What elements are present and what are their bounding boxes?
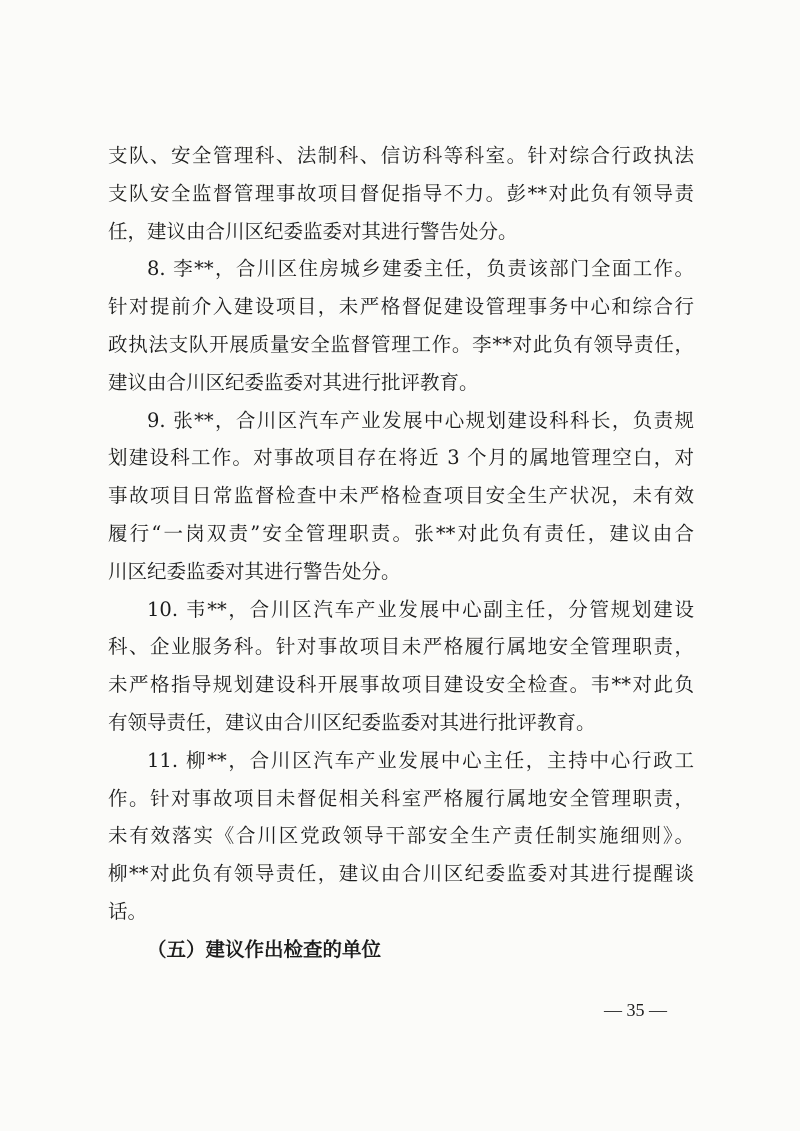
paragraph-item-9	[108, 402, 694, 591]
text-line: 建议由合川区纪委监委对其进行批评教育。	[108, 370, 479, 394]
paragraph-item-8	[108, 250, 694, 401]
text-line: 政执法支队开展质量安全监督管理工作。李**对此负有领导责任，	[108, 332, 694, 356]
text-line: 事故项目日常监督检查中未严格检查项目安全生产状况，未有效	[108, 484, 694, 508]
text-line: 任，建议由合川区纪委监委对其进行警告处分。	[108, 219, 518, 243]
text-line: 针对提前介入建设项目，未严格督促建设管理事务中心和综合行	[108, 295, 694, 319]
text-line: 8. 李**，合川区住房城乡建委主任，负责该部门全面工作。	[147, 257, 694, 281]
text-line: 履行“一岗双责”安全管理职责。张**对此负有责任，建议由合	[108, 521, 694, 545]
text-line: 柳**对此负有领导责任，建议由合川区纪委监委对其进行提醒谈	[108, 862, 694, 886]
paragraph-item-10	[108, 591, 694, 742]
text-line: 未严格指导规划建设科开展事故项目建设安全检查。韦**对此负	[108, 673, 694, 697]
section-heading: （五）建议作出检查的单位	[147, 937, 382, 961]
text-line: 有领导责任，建议由合川区纪委监委对其进行批评教育。	[108, 710, 596, 734]
paragraph-continued	[108, 137, 694, 250]
text-line: 划建设科工作。对事故项目存在将近 3 个月的属地管理空白，对	[108, 446, 694, 470]
text-line: 9. 张**，合川区汽车产业发展中心规划建设科科长，负责规	[147, 408, 694, 432]
paragraph-item-11	[108, 742, 694, 931]
document-body	[108, 137, 694, 969]
text-line: 话。	[108, 899, 148, 923]
text-line: 支队、安全管理科、法制科、信访科等科室。针对综合行政执法	[108, 144, 694, 167]
text-line: 支队安全监督管理事故项目督促指导不力。彭**对此负有领导责	[108, 181, 694, 205]
page-number: — 35 —	[604, 1000, 667, 1020]
text-line: 作。针对事故项目未督促相关科室严格履行属地安全管理职责，	[108, 786, 694, 810]
text-line: 10. 韦**，合川区汽车产业发展中心副主任，分管规划建设	[147, 597, 694, 621]
text-line: 川区纪委监委对其进行警告处分。	[108, 559, 401, 583]
text-line: 11. 柳**，合川区汽车产业发展中心主任，主持中心行政工	[147, 748, 694, 772]
text-line: 未有效落实《合川区党政领导干部安全生产责任制实施细则》。	[108, 824, 694, 848]
text-line: 科、企业服务科。针对事故项目未严格履行属地安全管理职责，	[108, 635, 694, 659]
